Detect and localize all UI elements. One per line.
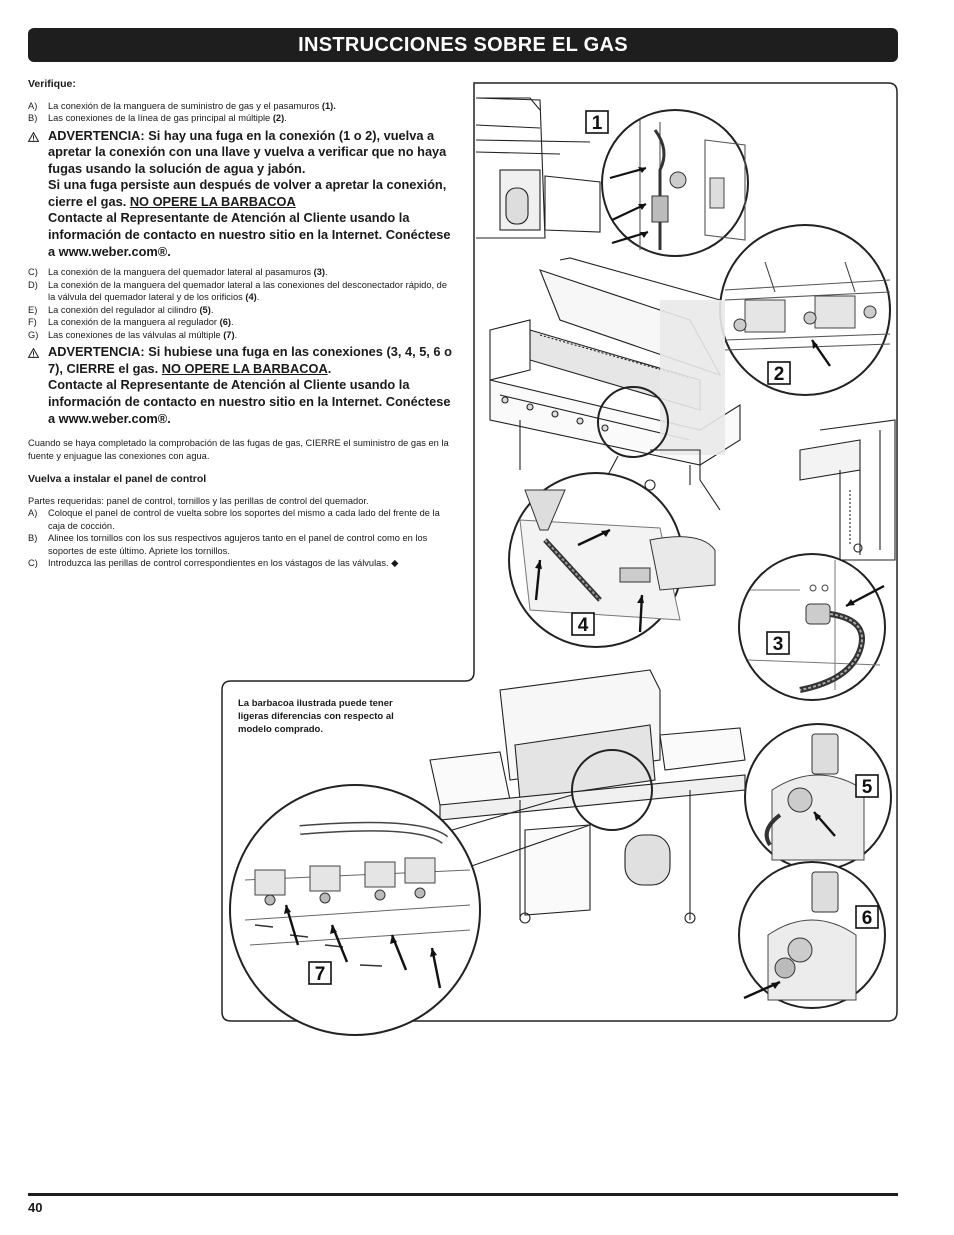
detail-circle-4 (509, 473, 715, 647)
list-item: F) La conexión de la manguera al regulador (6). (28, 317, 234, 328)
verify-title: Verifique: (28, 78, 76, 90)
detail-circle-2 (720, 225, 890, 395)
figure-caption: La barbacoa ilustrada puede tener ligeras diferencias con respecto al modelo comprado. (238, 698, 394, 735)
section-title: INSTRUCCIONES SOBRE EL GAS (298, 34, 628, 56)
grill-tank-view (476, 98, 600, 238)
list-item: B) Las conexiones de la línea de gas principal al múltiple (2). (28, 113, 287, 123)
list-item: C) Introduzca las perillas de control correspondientes en los vástagos de las válvulas. ◆ (28, 558, 399, 569)
detail-circle-3 (739, 554, 885, 700)
callout-number-4: 4 (577, 615, 589, 636)
footer-rule (28, 1193, 898, 1196)
detail-circle-7 (230, 785, 480, 1035)
warning-block-2: ADVERTENCIA: Si hubiese una fuga en las conexiones (3, 4, 5, 6 o 7), CIERRE el gas. NO OPERE LA BARBACOA. Contacte al Representante de Atención al Cliente usando la información de contacto en nuestro sitio en la Internet. Conéctese a www.weber.com®. (28, 344, 453, 427)
detail-circle-1 (602, 110, 748, 256)
callout-number-2: 2 (773, 364, 785, 385)
callout-number-3: 3 (772, 634, 784, 655)
list-item: C) La conexión de la manguera del quemador lateral al pasamuros (3). (28, 267, 328, 278)
grill-open-lid-view (490, 258, 740, 490)
warning-block-1: ADVERTENCIA: Si hay una fuga en la conexión (1 o 2), vuelva a apretar la conexión con una llave y vuelva a verificar que no haya fugas usando la solución de agua y jabón. Si una fuga persiste aun después de volver a apretar la conexión, cierre el gas. NO OPERE LA BARBACOA Contacte al Representante de Atención al Cliente usando la información de contacto en nuestro sitio en la Internet. Conéctese a www.weber.com®. (28, 128, 453, 261)
callout-number-7: 7 (314, 964, 326, 985)
list-item: D) La conexión de la manguera del quemador lateral a las conexiones del desconectador rápido, de la válvula del quemador lateral y de los orificios (4). (28, 279, 447, 303)
grill-side-burner-view (800, 420, 895, 560)
parts-required: Partes requeridas: panel de control, tornillos y las perillas de control del quemador. (28, 495, 369, 506)
list-item: E) La conexión del regulador al cilindro (5). (28, 304, 214, 315)
list-item: A) Coloque el panel de control de vuelta sobre los soportes del mismo a cada lado del frente de la caja de cocción. (28, 508, 440, 531)
detail-circle-6 (739, 862, 885, 1008)
closing-paragraph: Cuando se haya completado la comprobación de las fugas de gas, CIERRE el suministro de gas en la fuente y enjuague las conexiones con agua. (28, 438, 449, 461)
page-number: 40 (28, 1200, 43, 1215)
list-item: A) La conexión de la manguera de suministro de gas y el pasamuros (1). (28, 100, 336, 111)
callout-number-6: 6 (861, 908, 873, 929)
reinstall-title: Vuelva a instalar el panel de control (28, 473, 207, 486)
list-item: G) Las conexiones de las válvulas al múltiple (7). (28, 329, 238, 340)
list-item: B) Alinee los tornillos con los sus respectivos agujeros tanto en el panel de control como en los soportes de este último. Apriete los tornillos. (28, 533, 428, 556)
callout-number-1: 1 (591, 113, 603, 134)
callout-number-5: 5 (861, 777, 873, 798)
